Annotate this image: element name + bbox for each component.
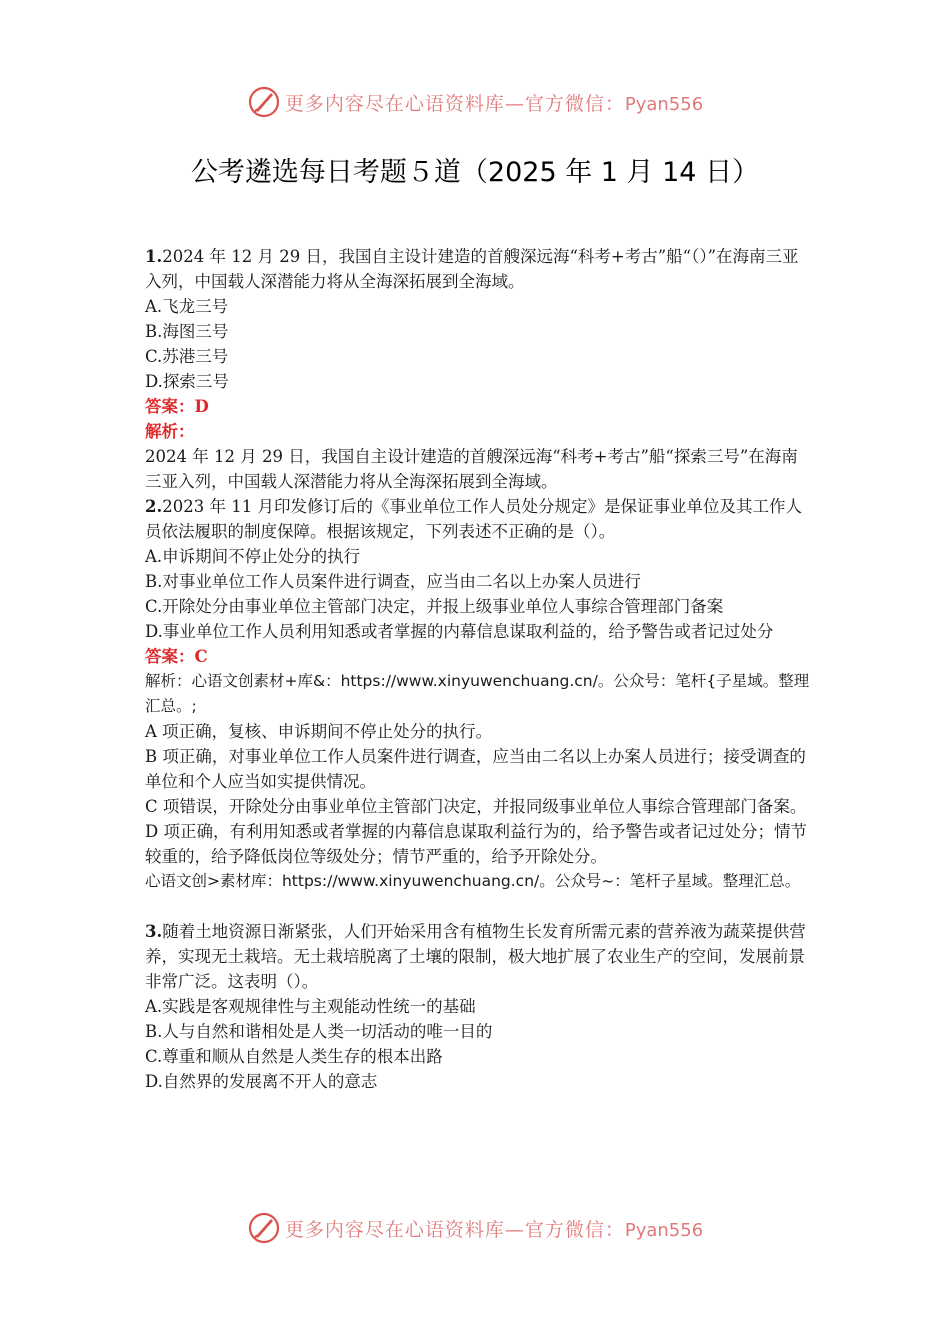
q2-analysis-c: C 项错误，开除处分由事业单位主管部门决定，并报同级事业单位人事综合管理部门备案。 (145, 797, 807, 816)
q3-option-d: D.自然界的发展离不开人的意志 (145, 1072, 378, 1091)
quill-logo-icon (247, 1211, 281, 1245)
header-banner (0, 82, 950, 122)
question-1 (145, 244, 813, 294)
q1-option-c: C.苏港三号 (145, 347, 229, 366)
q2-option-c: C.开除处分由事业单位主管部门决定，并报上级事业单位人事综合管理部门备案 (145, 597, 724, 616)
q3-number: 3. (145, 922, 163, 941)
page-title: 公考遴选每日考题５道（2025 年 1 月 14 日） (190, 157, 760, 188)
q3-option-a: A.实践是客观规律性与主观能动性统一的基础 (145, 997, 476, 1016)
footer-banner (0, 1208, 950, 1248)
q2-analysis-b: B 项正确，对事业单位工作人员案件进行调查，应当由二名以上办案人员进行；接受调查的单位和个人应当如实提供情况。 (145, 747, 806, 791)
document-body (145, 244, 813, 1094)
q2-option-d: D.事业单位工作人员利用知悉或者掌握的内幕信息谋取利益的，给予警告或者记过处分 (145, 622, 774, 641)
q1-analysis-label: 解析： (145, 422, 195, 441)
quill-logo-icon (247, 85, 281, 119)
q1-analysis: 2024 年 12 月 29 日，我国自主设计建造的首艘深远海“科考+考古”船“探索三号”在海南三亚入列，中国载人深潜能力将从全海深拓展到全海域。 (145, 447, 798, 491)
q2-analysis-a: A 项正确，复核、申诉期间不停止处分的执行。 (145, 722, 493, 741)
q3-option-c: C.尊重和顺从自然是人类生存的根本出路 (145, 1047, 443, 1066)
banner-text: 更多内容尽在心语资料库—官方微信：Pyan556 (284, 92, 704, 115)
q2-analysis-d: D 项正确，有利用知悉或者掌握的内幕信息谋取利益行为的，给予警告或者记过处分；情节较重的，给予降低岗位等级处分；情节严重的，给予开除处分。 (145, 822, 807, 866)
q2-option-a: A.申诉期间不停止处分的执行 (145, 547, 361, 566)
q2-answer: 答案：C (145, 647, 208, 666)
q1-option-a: A.飞龙三号 (145, 297, 229, 316)
question-2 (145, 494, 813, 544)
q1-answer: 答案：D (145, 397, 209, 416)
q2-number: 2. (145, 497, 163, 516)
q3-option-b: B.人与自然和谐相处是人类一切活动的唯一目的 (145, 1022, 493, 1041)
banner-text: 更多内容尽在心语资料库—官方微信：Pyan556 (284, 1218, 704, 1241)
q2-option-b: B.对事业单位工作人员案件进行调查，应当由二名以上办案人员进行 (145, 572, 641, 591)
q1-number: 1. (145, 247, 163, 266)
question-3 (145, 919, 813, 994)
q1-stem: 2024 年 12 月 29 日，我国自主设计建造的首艘深远海“科考+考古”船“（）”在海南三亚入列，中国载人深潜能力将从全海深拓展到全海域。 (145, 247, 799, 291)
banner-handle: Pyan556 (624, 1219, 704, 1241)
q1-option-b: B.海图三号 (145, 322, 229, 341)
banner-handle: Pyan556 (624, 93, 704, 115)
q2-analysis-head: 解析：心语文创素材+库&：https://www.xinyuwenchuang.cn/。公众号：笔杆{子星域。整理汇总。; (145, 672, 810, 715)
q3-stem: 随着土地资源日渐紧张，人们开始采用含有植物生长发育所需元素的营养液为蔬菜提供营养，实现无土栽培。无土栽培脱离了土壤的限制，极大地扩展了农业生产的空间，发展前景非常广泛。这表明（）。 (145, 922, 806, 991)
q2-analysis-tail: 心语文创>素材库：https://www.xinyuwenchuang.cn/。公众号~：笔杆子星域。整理汇总。 (145, 872, 801, 890)
q1-option-d: D.探索三号 (145, 372, 229, 391)
q2-stem: 2023 年 11 月印发修订后的《事业单位工作人员处分规定》是保证事业单位及其工作人员依法履职的制度保障。根据该规定，下列表述不正确的是（）。 (145, 497, 802, 541)
